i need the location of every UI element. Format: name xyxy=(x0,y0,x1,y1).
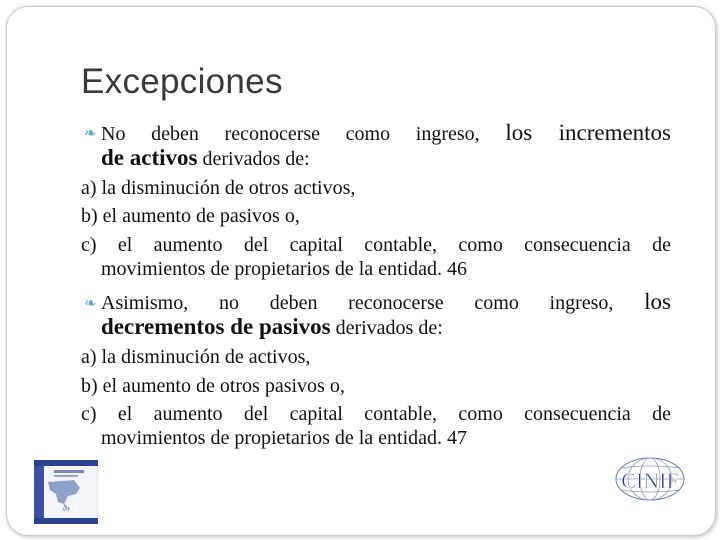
bullet-icon: ❧ xyxy=(84,124,97,142)
paragraph-2-line-2: decrementos de pasivos derivados de: xyxy=(101,314,443,339)
nif-book-logo xyxy=(34,460,98,524)
paragraph-1-line-1: No deben reconocerse como ingreso, los incrementos xyxy=(101,120,672,145)
bullet-icon: ❧ xyxy=(84,294,97,312)
nif-logo-text: NIF xyxy=(61,504,79,516)
list-2-item-c-line-1: c) el aumento del capital contable, como consecuencia de xyxy=(81,403,671,425)
paragraph-2-line-1: Asimismo, no deben reconocerse como ingreso, los xyxy=(101,289,671,314)
paragraph-1-line-2: de activos derivados de: xyxy=(101,145,310,170)
list-2-item-c-line-2: movimientos de propietarios de la entidad. 47 xyxy=(101,427,468,449)
list-2-item-a: a) la disminución de activos, xyxy=(81,346,311,368)
cinif-logo-text: CINIF xyxy=(621,468,679,493)
slide-title: Excepciones xyxy=(81,62,283,101)
list-1-item-b: b) el aumento de pasivos o, xyxy=(81,205,300,227)
list-1-item-a: a) la disminución de otros activos, xyxy=(81,177,356,199)
list-1-item-c-line-2: movimientos de propietarios de la entidad. 46 xyxy=(101,258,468,280)
cinif-logo xyxy=(612,456,688,502)
list-1-item-c-line-1: c) el aumento del capital contable, como consecuencia de xyxy=(81,234,671,256)
list-2-item-b: b) el aumento de otros pasivos o, xyxy=(81,375,345,397)
